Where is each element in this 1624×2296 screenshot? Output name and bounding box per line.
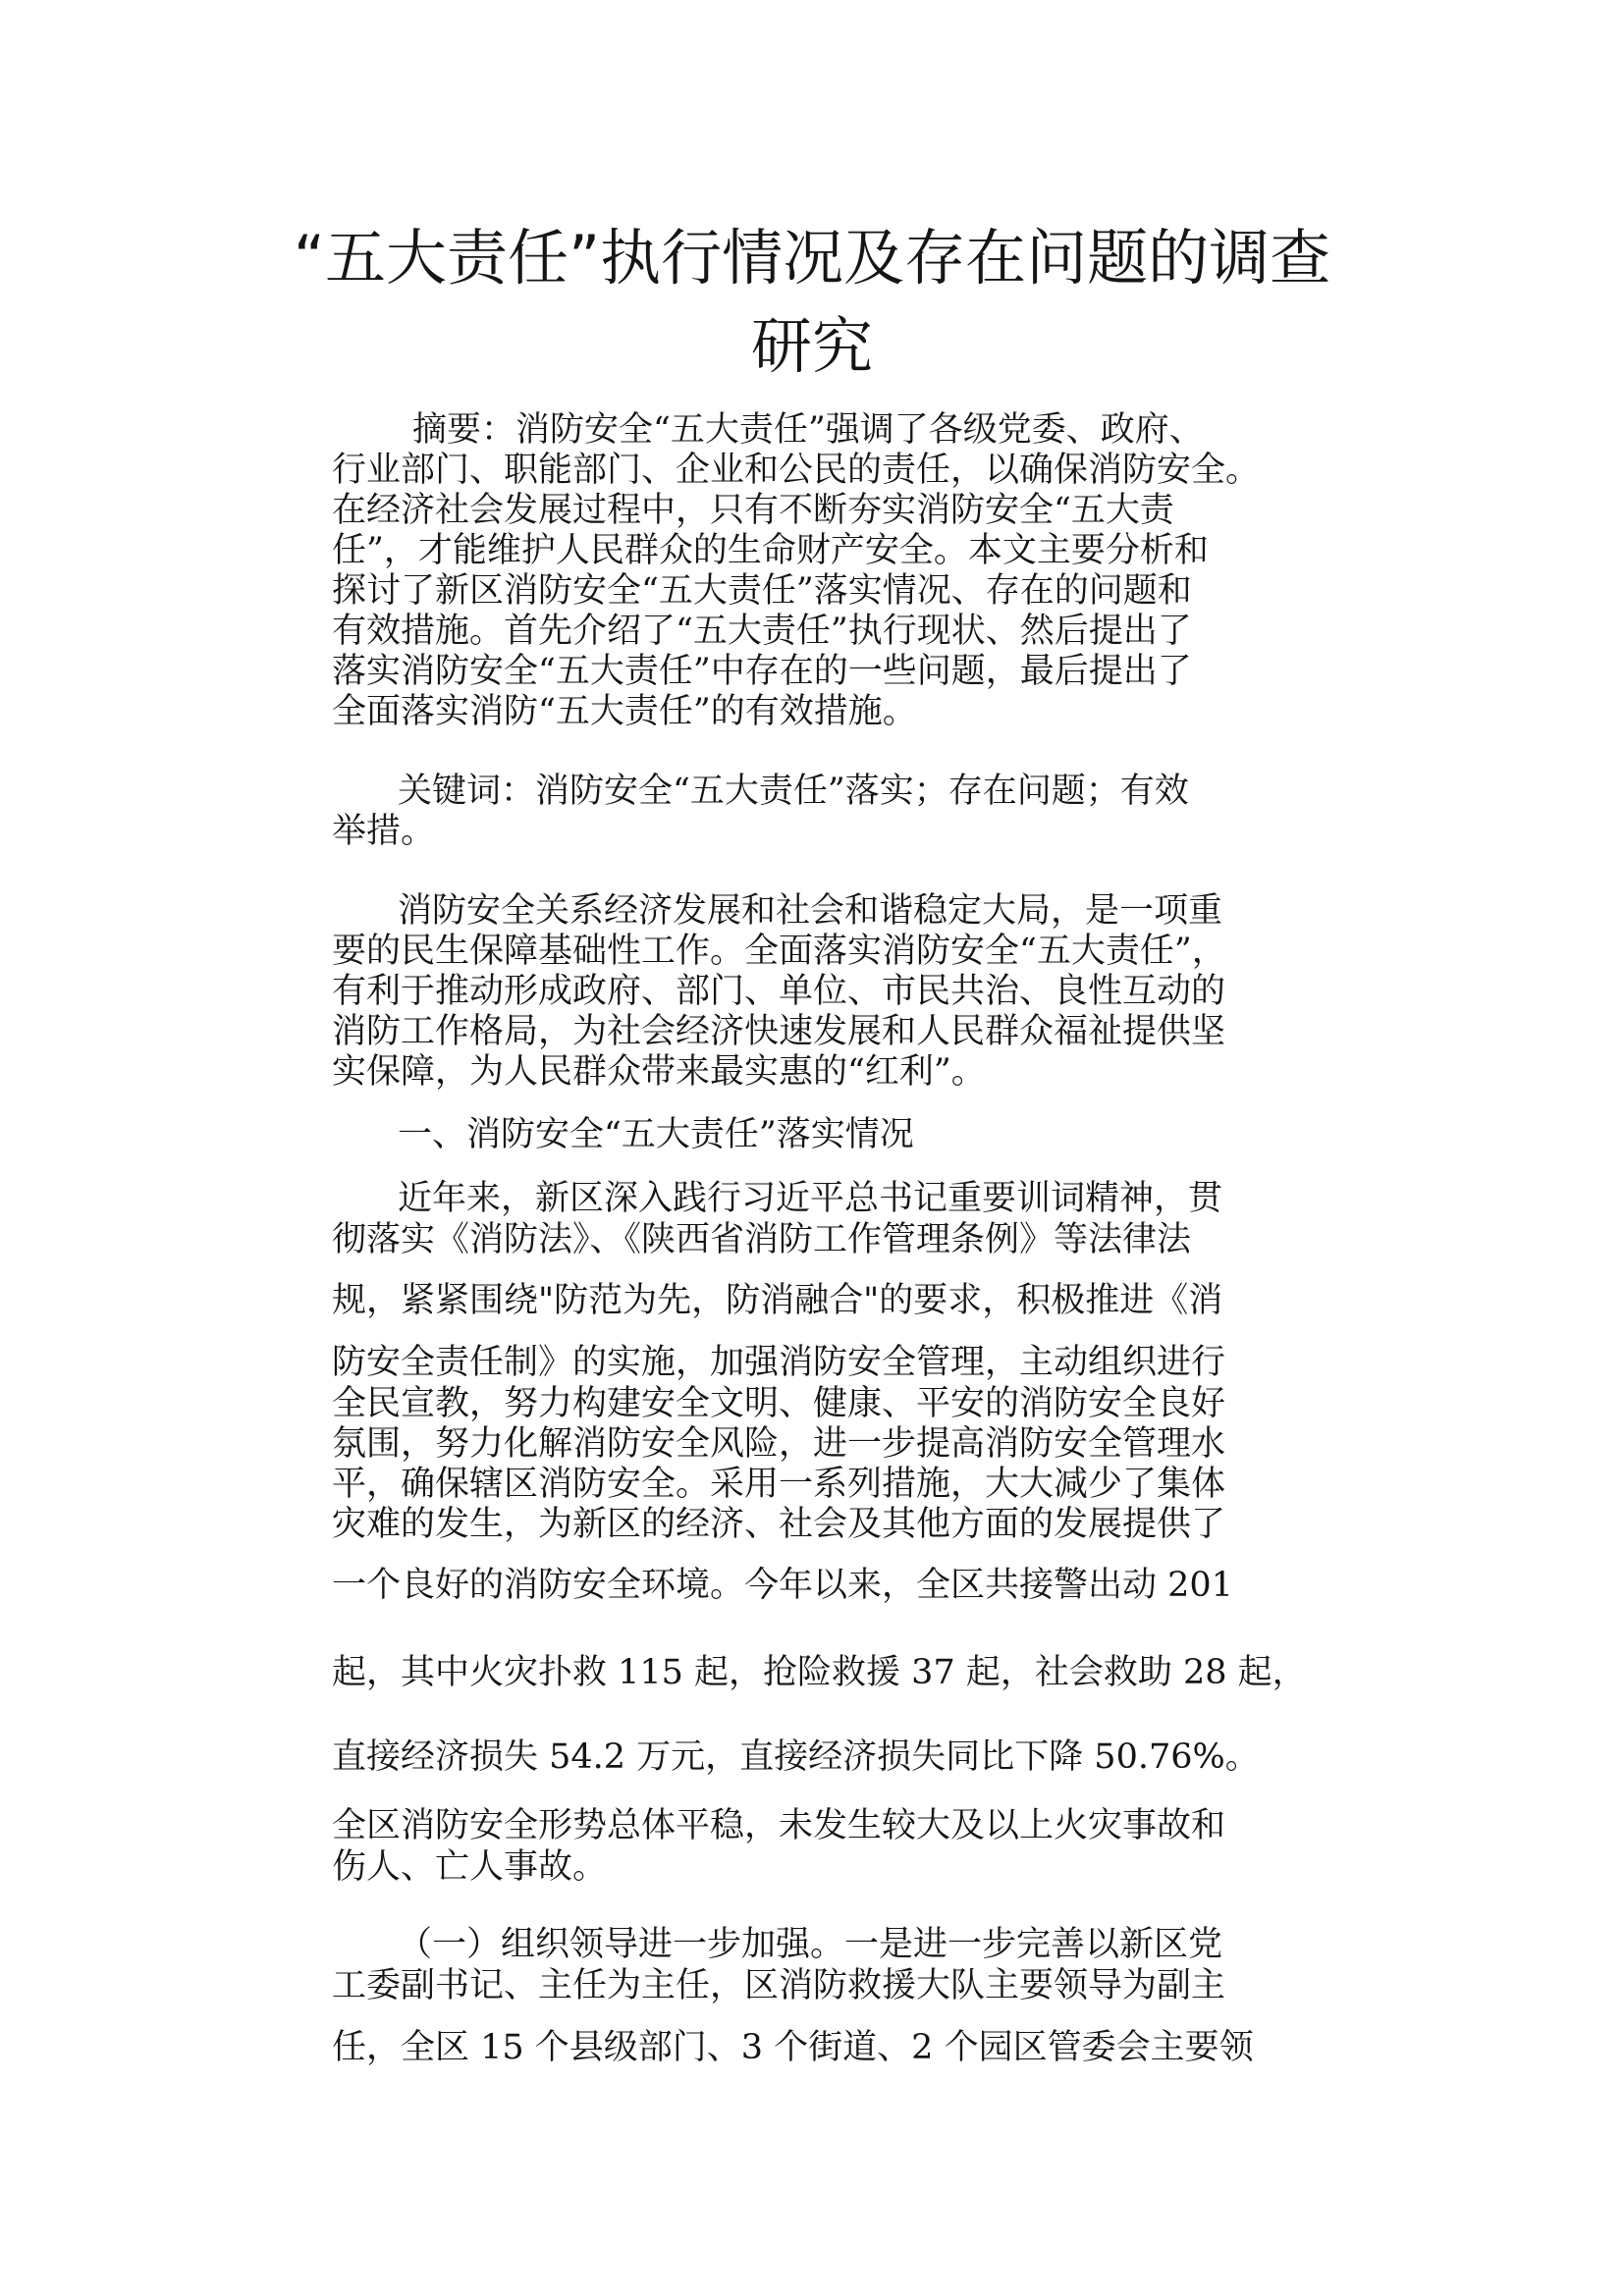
- body-paragraph-line: 灾难的发生，为新区的经济、社会及其他方面的发展提供了: [332, 1505, 1226, 1544]
- body-paragraph-line: 氛围，努力化解消防安全风险，进一步提高消防安全管理水: [332, 1424, 1226, 1464]
- abstract-line: 落实消防安全“五大责任”中存在的一些问题，最后提出了: [332, 652, 1192, 691]
- document-title: [226, 214, 1398, 391]
- body-paragraph-line: 伤人、亡人事故。: [332, 1847, 608, 1887]
- keywords-line: 关键词：消防安全“五大责任”落实；存在问题；有效: [398, 772, 1189, 811]
- body-paragraph-line: 一个良好的消防安全环境。今年以来，全区共接警出动 201: [332, 1566, 1233, 1605]
- body-paragraph-line: 直接经济损失 54.2 万元，直接经济损失同比下降 50.76%。: [332, 1737, 1260, 1777]
- abstract-line: 探讨了新区消防安全“五大责任”落实情况、存在的问题和: [332, 571, 1192, 611]
- body-paragraph-line: 实保障，为人民群众带来最实惠的“红利”。: [332, 1052, 986, 1092]
- body-paragraph-line: 消防安全关系经济发展和社会和谐稳定大局，是一项重: [398, 891, 1223, 931]
- title-line-1: “五大责任”执行情况及存在问题的调查: [293, 222, 1331, 294]
- body-paragraph-line: 起，其中火灾扑救 115 起，抢险救援 37 起，社会救助 28 起，: [332, 1653, 1307, 1692]
- keywords-line: 举措。: [332, 812, 436, 851]
- title-line-2: 研究: [750, 310, 873, 382]
- subsection-line: （一）组织领导进一步加强。一是进一步完善以新区党: [398, 1925, 1223, 1964]
- abstract-line: 任”，才能维护人民群众的生命财产安全。本文主要分析和: [332, 531, 1209, 570]
- abstract-line: 摘要：消防安全“五大责任”强调了各级党委、政府、: [412, 410, 1204, 450]
- body-paragraph-line: 规，紧紧围绕"防范为先，防消融合"的要求，积极推进《消: [332, 1281, 1223, 1320]
- abstract-line: 在经济社会发展过程中，只有不断夯实消防安全“五大责: [332, 491, 1174, 530]
- body-paragraph-line: 防安全责任制》的实施，加强消防安全管理，主动组织进行: [332, 1343, 1226, 1382]
- abstract-line: 全面落实消防“五大责任”的有效措施。: [332, 692, 917, 731]
- subsection-line: 工委副书记、主任为主任，区消防救援大队主要领导为副主: [332, 1966, 1226, 2005]
- body-paragraph-line: 消防工作格局，为社会经济快速发展和人民群众福祉提供坚: [332, 1012, 1226, 1051]
- subsection-line: 任，全区 15 个县级部门、3 个街道、2 个园区管委会主要领: [332, 2028, 1254, 2067]
- body-paragraph-line: 全区消防安全形势总体平稳，未发生较大及以上火灾事故和: [332, 1806, 1226, 1845]
- section-heading: 一、消防安全“五大责任”落实情况: [398, 1115, 914, 1154]
- body-paragraph-line: 全民宣教，努力构建安全文明、健康、平安的消防安全良好: [332, 1384, 1226, 1423]
- body-paragraph-line: 近年来，新区深入践行习近平总书记重要训词精神，贯: [398, 1179, 1223, 1218]
- body-paragraph-line: 彻落实《消防法》、《陕西省消防工作管理条例》等法律法: [332, 1220, 1192, 1259]
- body-paragraph-line: 要的民生保障基础性工作。全面落实消防安全“五大责任”，: [332, 932, 1226, 971]
- abstract-line: 行业部门、职能部门、企业和公民的责任，以确保消防安全。: [332, 451, 1261, 490]
- abstract-line: 有效措施。首先介绍了“五大责任”执行现状、然后提出了: [332, 612, 1192, 651]
- body-paragraph-line: 平，确保辖区消防安全。采用一系列措施，大大减少了集体: [332, 1465, 1226, 1504]
- body-paragraph-line: 有利于推动形成政府、部门、单位、市民共治、良性互动的: [332, 972, 1226, 1011]
